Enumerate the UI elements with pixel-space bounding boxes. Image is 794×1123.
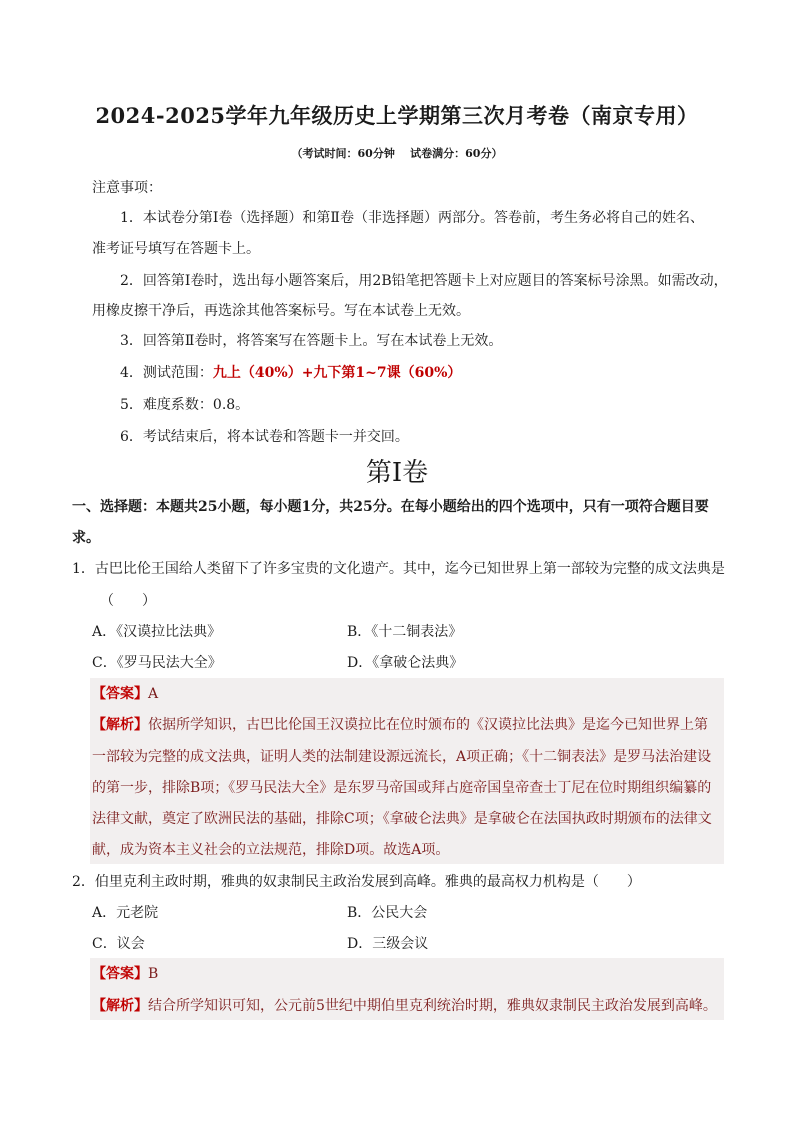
question-1-answer [92, 683, 158, 703]
answer-tag: 【答案】 [92, 686, 148, 702]
question-2-option-b: B．公民大会 [347, 905, 428, 921]
question-1-option-b: B．《十二铜表法》 [347, 624, 463, 640]
question-1-option-c: C．《罗马民法大全》 [92, 655, 222, 671]
notes-heading: 注意事项： [92, 180, 162, 196]
exam-subtitle: （考试时间：60分钟 试卷满分：60分） [291, 147, 503, 160]
analysis-line: 献，成为资本主义社会的立法规范，排除D项。故选A项。 [92, 842, 450, 858]
question-2-option-a: A．元老院 [92, 905, 159, 921]
question-1-blank: （ ） [100, 593, 156, 609]
question-2-answer [92, 963, 158, 983]
note-item-4 [120, 362, 461, 382]
section-instruction-cont: 求。 [72, 530, 100, 546]
answer-tag: 【答案】 [92, 966, 148, 982]
note-item-4-prefix: 4．测试范围： [120, 365, 213, 381]
note-item-2-cont: 用橡皮擦干净后，再选涂其他答案标号。写在本试卷上无效。 [92, 303, 470, 319]
question-1-option-d: D．《拿破仑法典》 [347, 655, 464, 671]
note-item-3: 3．回答第Ⅱ卷时，将答案写在答题卡上。写在本试卷上无效。 [120, 333, 503, 349]
question-2-analysis [92, 995, 717, 1015]
question-2-stem: 2．伯里克利主政时期，雅典的奴隶制民主政治发展到高峰。雅典的最高权力机构是（ ） [72, 874, 641, 890]
analysis-line: 法律文献，奠定了欧洲民法的基础，排除C项；《拿破仑法典》是拿破仑在法国执政时期颁布的法律文 [92, 811, 712, 827]
answer-value: A [148, 686, 159, 702]
question-1-analysis [92, 714, 708, 734]
question-2-option-c: C．议会 [92, 936, 145, 952]
question-1-option-a: A．《汉谟拉比法典》 [92, 624, 222, 640]
analysis-line: 一部较为完整的成文法典，证明人类的法制建设源远流长，A项正确；《十二铜表法》是罗马法治建设 [92, 749, 712, 765]
question-2-option-d: D．三级会议 [347, 936, 429, 952]
note-item-1-cont: 准考证号填写在答题卡上。 [92, 241, 260, 257]
page-title: 2024-2025学年九年级历史上学期第三次月考卷（南京专用） [95, 103, 699, 128]
analysis-line: 的第一步，排除B项；《罗马民法大全》是东罗马帝国或拜占庭帝国皇帝查士丁尼在位时期组织编纂的 [92, 780, 712, 796]
section-title: 第Ⅰ卷 [365, 458, 429, 488]
answer-value: B [148, 966, 159, 982]
analysis-line: 结合所学知识可知，公元前5世纪中期伯里克利统治时期，雅典奴隶制民主政治发展到高峰。 [148, 998, 717, 1014]
note-item-1: 1．本试卷分第Ⅰ卷（选择题）和第Ⅱ卷（非选择题）两部分。答卷前，考生务必将自己的姓名、 [120, 210, 704, 226]
test-range: 九上（40%）+九下第1~7课（60%） [212, 365, 462, 381]
section-instruction: 一、选择题：本题共25小题，每小题1分，共25分。在每小题给出的四个选项中，只有一项符合题目要 [72, 499, 709, 515]
answer-box-1 [90, 678, 724, 864]
question-1-stem: 1．古巴比伦王国给人类留下了许多宝贵的文化遗产。其中，迄今已知世界上第一部较为完整的成文法典是 [72, 561, 725, 577]
note-item-2: 2．回答第Ⅰ卷时，选出每小题答案后，用2B铅笔把答题卡上对应题目的答案标号涂黑。如需改动， [120, 273, 728, 289]
analysis-line: 依据所学知识，古巴比伦国王汉谟拉比在位时颁布的《汉谟拉比法典》是迄今已知世界上第 [148, 717, 708, 733]
note-item-5: 5．难度系数：0.8。 [120, 397, 250, 413]
analysis-tag: 【解析】 [92, 717, 148, 733]
note-item-6: 6．考试结束后，将本试卷和答题卡一并交回。 [120, 429, 409, 445]
analysis-tag: 【解析】 [92, 998, 148, 1014]
